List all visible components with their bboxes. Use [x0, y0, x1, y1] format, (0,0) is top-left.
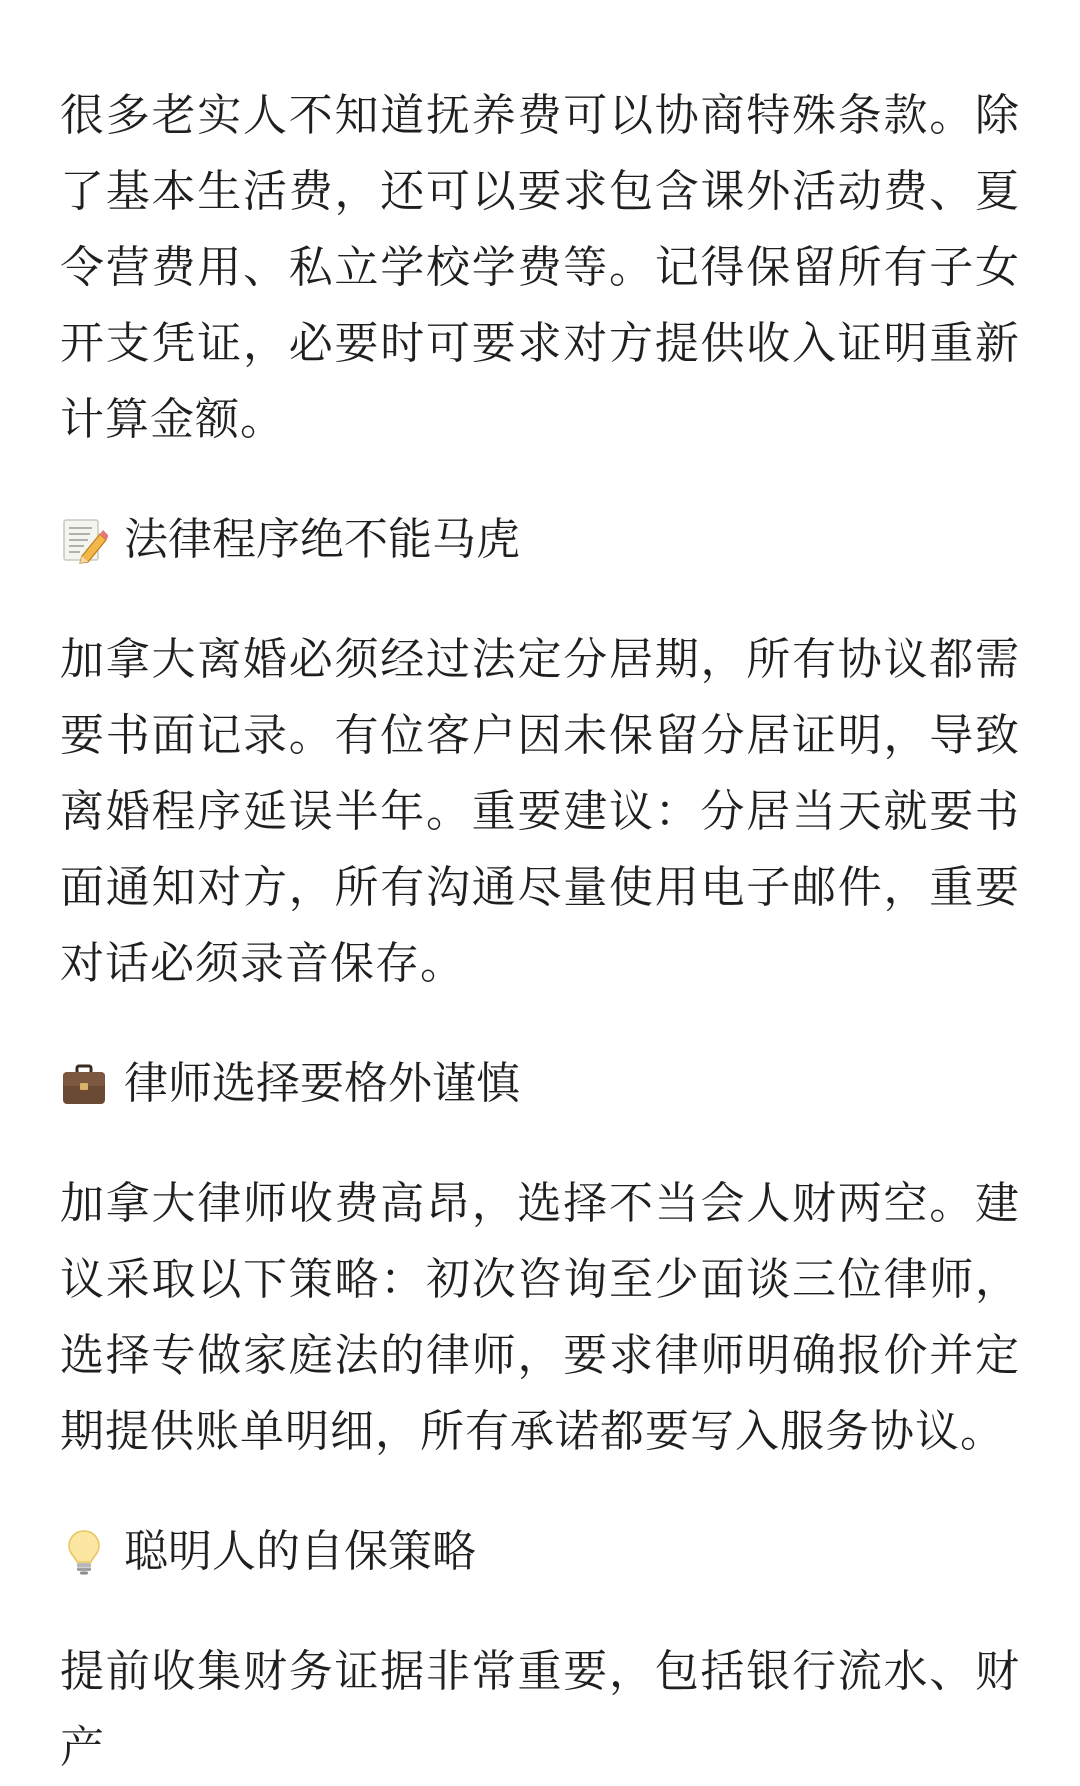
article-body	[60, 78, 1020, 1786]
section-heading-legal-procedure	[60, 510, 1020, 570]
section-heading-lawyer-selection	[60, 1054, 1020, 1114]
briefcase-icon	[60, 1060, 108, 1108]
section-heading-self-protection	[60, 1522, 1020, 1582]
light-bulb-icon	[60, 1528, 108, 1576]
memo-pencil-icon	[60, 516, 108, 564]
paragraph-self-protection: 提前收集财务证据非常重要，包括银行流水、财产	[60, 1646, 1020, 1773]
paragraph-legal-procedure: 加拿大离婚必须经过法定分居期，所有协议都需要书面记录。有位客户因未保留分居证明，导致离婚程序延误半年。重要建议：分居当天就要书面通知对方，所有沟通尽量使用电子邮件，重要对话必须录音保存。	[60, 634, 1020, 989]
section-heading-label: 聪明人的自保策略	[124, 1526, 476, 1577]
section-heading-label: 律师选择要格外谨慎	[124, 1058, 520, 1109]
paragraph-child-support: 很多老实人不知道抚养费可以协商特殊条款。除了基本生活费，还可以要求包含课外活动费、夏令营费用、私立学校学费等。记得保留所有子女开支凭证，必要时可要求对方提供收入证明重新计算金额。	[60, 90, 1020, 445]
paragraph-lawyer-selection: 加拿大律师收费高昂，选择不当会人财两空。建议采取以下策略：初次咨询至少面谈三位律师，选择专做家庭法的律师，要求律师明确报价并定期提供账单明细，所有承诺都要写入服务协议。	[60, 1178, 1020, 1457]
section-heading-label: 法律程序绝不能马虎	[124, 514, 520, 565]
